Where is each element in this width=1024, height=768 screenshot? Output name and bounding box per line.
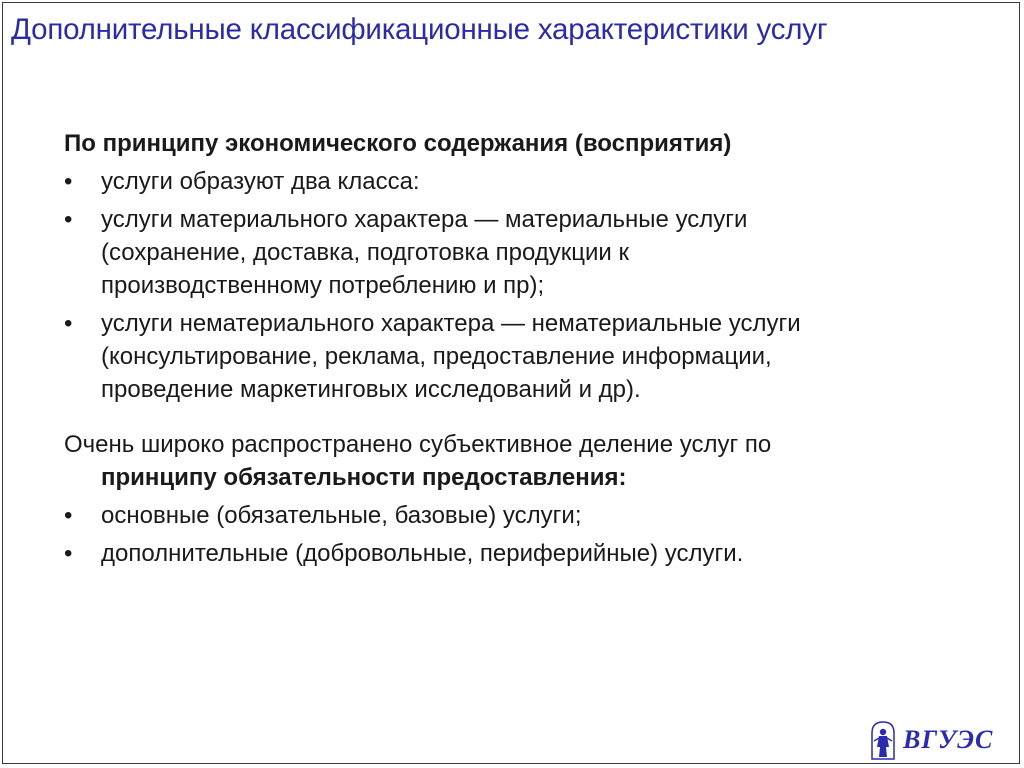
bullet-item — [64, 307, 964, 406]
bullet-text: основные (обязательные, базовые) услуги; — [101, 502, 582, 529]
logo-text: ВГУЭС — [903, 725, 994, 754]
bullet-text: услуги материального характера — материальные услуги — [101, 206, 748, 233]
paragraph-intro-bold: принципу обязательности предоставления: — [101, 464, 627, 491]
slide-title: Дополнительные классификационные характеристики услуг — [11, 13, 828, 46]
bullet-text: проведение маркетинговых исследований и др). — [101, 376, 641, 403]
bullet-text: (консультирование, реклама, предоставление информации, — [101, 343, 772, 370]
bullet-item — [64, 203, 964, 302]
bullet-text: производственному потреблению и пр); — [101, 272, 545, 299]
bullet-marker: • — [64, 310, 73, 337]
bullet-text: услуги образуют два класса: — [101, 168, 420, 195]
university-logo — [867, 719, 993, 761]
bullet-item — [64, 499, 964, 532]
bullet-item — [64, 165, 964, 198]
section2-paragraph — [64, 428, 964, 494]
university-emblem-icon — [867, 719, 899, 761]
bullet-marker: • — [64, 206, 73, 233]
paragraph-intro: Очень широко распространено субъективное деление услуг по — [64, 431, 772, 458]
bullet-marker: • — [64, 168, 73, 195]
bullet-item — [64, 537, 964, 570]
bullet-marker: • — [64, 502, 73, 529]
bullet-text: (сохранение, доставка, подготовка продукции к — [101, 239, 629, 266]
bullet-marker: • — [64, 540, 73, 567]
slide — [2, 2, 1020, 764]
bullet-text: услуги нематериального характера — нематериальные услуги — [101, 310, 801, 337]
section-heading: По принципу экономического содержания (восприятия) — [64, 130, 732, 157]
bullet-text: дополнительные (добровольные, периферийные) услуги. — [101, 540, 744, 567]
slide-content — [64, 127, 964, 570]
